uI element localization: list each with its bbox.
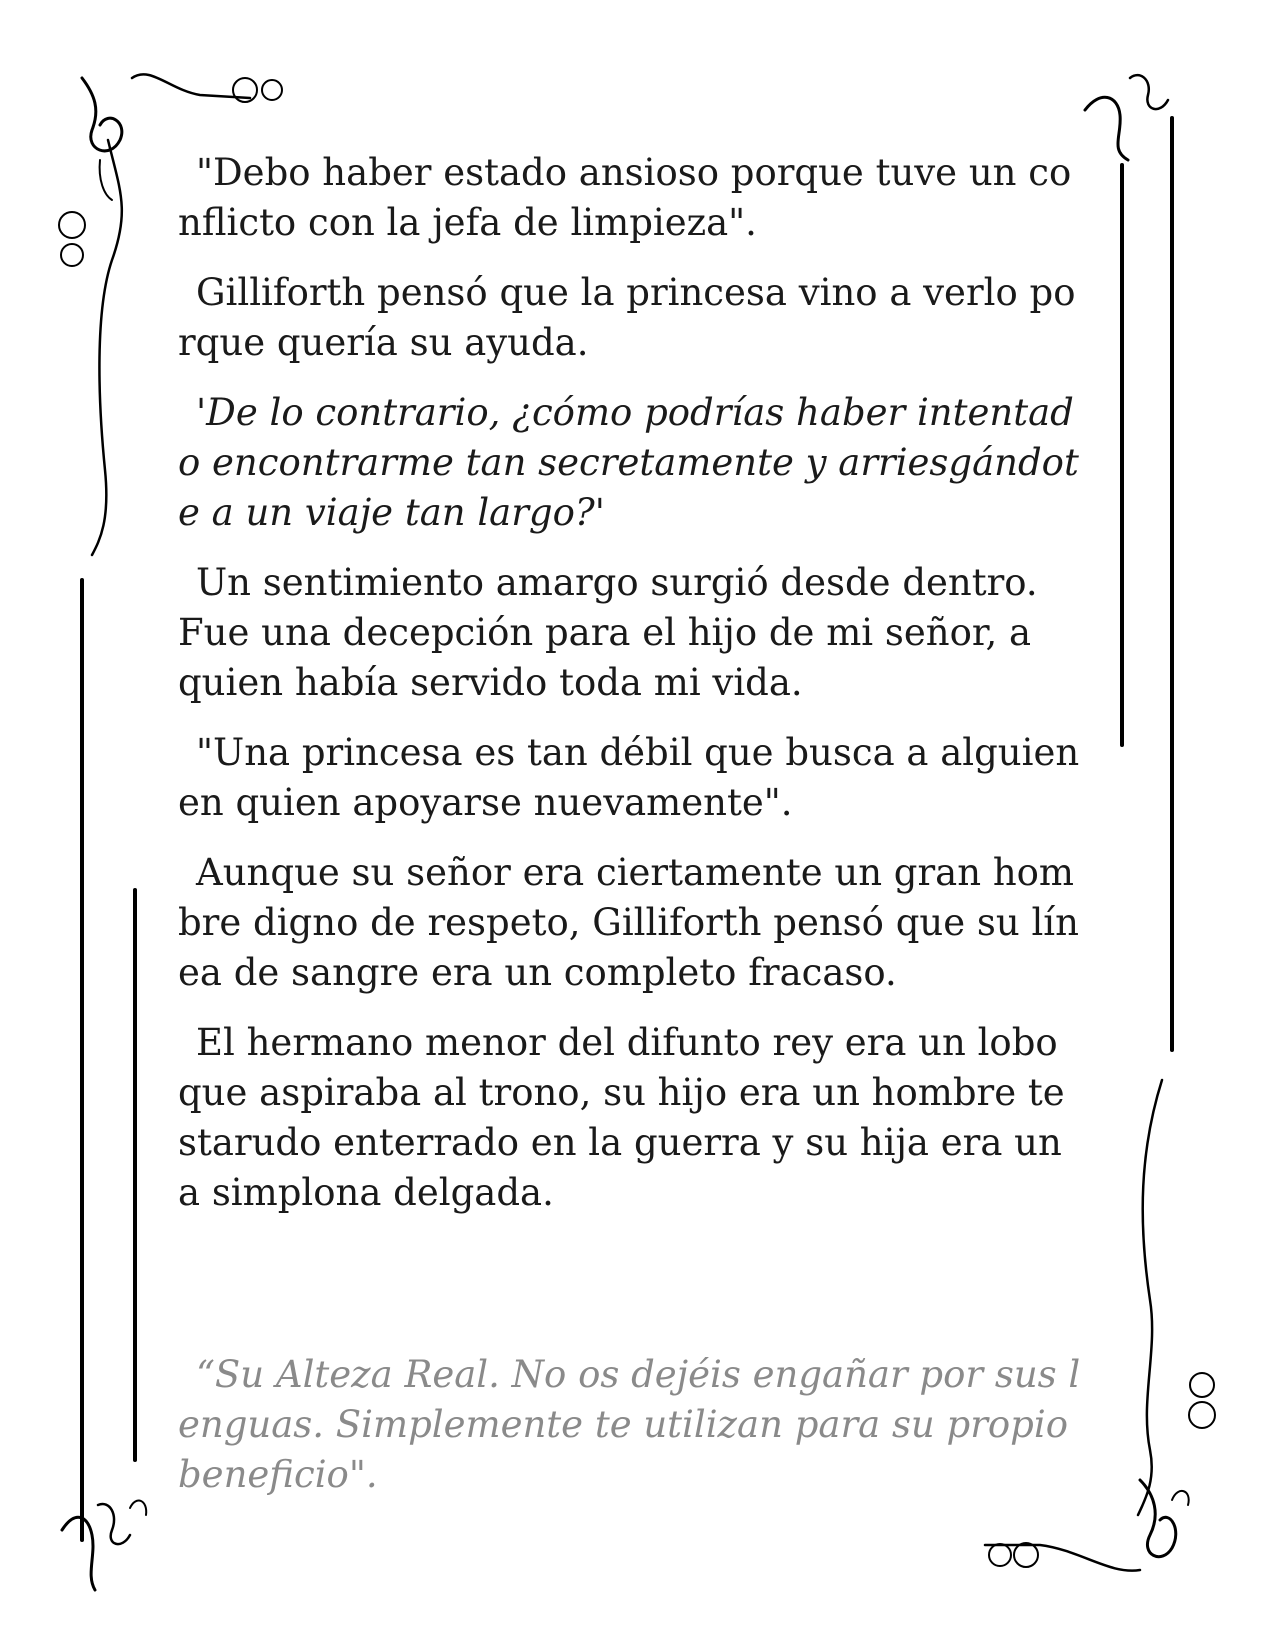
top-left-swirl-line bbox=[132, 74, 250, 98]
left-upper-curve bbox=[92, 140, 122, 555]
paragraph-3-thought: 'De lo contrario, ¿cómo podrías haber intentad o encontrarme tan secretamente y arriesgándot e a un viaje tan largo?' bbox=[178, 391, 1079, 534]
bottom-right-flourish bbox=[1140, 1480, 1176, 1557]
top-left-flourish bbox=[82, 78, 122, 151]
paragraph-6: Aunque su señor era ciertamente un gran hom bre digno de respeto, Gilliforth pensó que su lín ea de sangre era un completo fracaso. bbox=[178, 851, 1079, 994]
paragraph-5: "Una princesa es tan débil que busca a alguien en quien apoyarse nuevamente". bbox=[178, 731, 1080, 824]
paragraph-1: "Debo haber estado ansioso porque tuve un co nflicto con la jefa de limpieza". bbox=[178, 151, 1072, 244]
paragraph-4: Un sentimiento amargo surgió desde dentro. Fue una decepción para el hijo de mi señor, a quien había servido toda mi vida. bbox=[178, 561, 1038, 704]
right-lower-curve bbox=[1138, 1080, 1162, 1515]
paragraph-7: El hermano menor del difunto rey era un lobo que aspiraba al trono, su hijo era un hombre te starudo enterrado en la guerra y su hija era un a simplona delgada. bbox=[178, 1021, 1065, 1214]
bottom-left-flourish bbox=[62, 1517, 95, 1590]
story-text bbox=[178, 148, 1098, 1238]
closing-quote: “Su Alteza Real. No os dejéis engañar por sus l enguas. Simplemente te utilizan para su propio beneficio". bbox=[178, 1353, 1081, 1496]
paragraph-2: Gilliforth pensó que la princesa vino a verlo po rque quería su ayuda. bbox=[178, 271, 1076, 364]
